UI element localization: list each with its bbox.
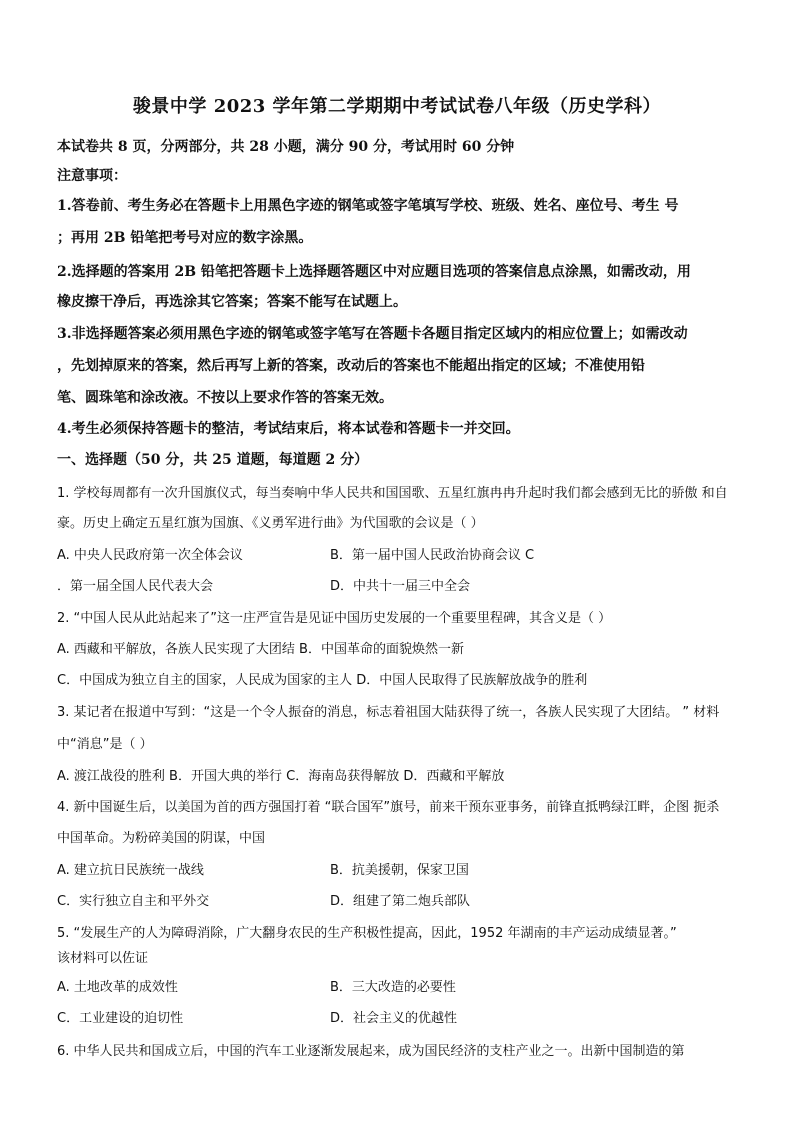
question-5-option-a: A. 土地改革的成效性 (57, 980, 178, 995)
question-4-stem: 4. 新中国诞生后，以美国为首的西方强国打着 “联合国军”旗号，前来干预东亚事务，前锋直抵鸭绿江畔，企图 扼杀 (57, 800, 720, 815)
exam-title: 骏景中学 2023 学年第二学期期中考试试卷八年级（历史学科） (132, 96, 662, 117)
section-heading: 一、选择题（50 分，共 25 道题，每道题 2 分） (57, 452, 369, 468)
question-3-options: A. 渡江战役的胜利 B．开国大典的举行 C．海南岛获得解放 D．西藏和平解放 (57, 769, 505, 784)
note-line: ，先划掉原来的答案，然后再写上新的答案，改动后的答案也不能超出指定的区域；不准使用铅 (57, 358, 645, 374)
note-line: 橡皮擦干净后，再选涂其它答案；答案不能写在试题上。 (57, 294, 407, 310)
question-1-option-b: B．第一届中国人民政治协商会议 C (330, 548, 535, 563)
note-line: 3.非选择题答案必须用黑色字迹的钢笔或签字笔写在答题卡各题目指定区域内的相应位置上；如需改动 (57, 326, 688, 342)
notes-heading: 注意事项： (57, 168, 127, 184)
question-5-stem: 该材料可以佐证 (57, 951, 149, 966)
question-1-option-c: ．第一届全国人民代表大会 (57, 579, 214, 594)
question-6-stem: 6. 中华人民共和国成立后，中国的汽车工业逐渐发展起来，成为国民经济的支柱产业之一。出新中国制造的第 (57, 1044, 685, 1059)
question-5-option-d: D．社会主义的优越性 (330, 1011, 458, 1026)
question-4-option-d: D．组建了第二炮兵部队 (330, 894, 471, 909)
question-2-stem: 2. “中国人民从此站起来了”这一庄严宣告是见证中国历史发展的一个重要里程碑，其含义是（ ） (57, 611, 612, 626)
question-2-options: C．中国成为独立自主的国家，人民成为国家的主人 D．中国人民取得了民族解放战争的胜利 (57, 673, 588, 688)
question-4-option-b: B．抗美援朝，保家卫国 (330, 863, 469, 878)
question-4-stem: 中国革命。为粉碎美国的阴谋，中国 (57, 831, 266, 846)
exam-intro: 本试卷共 8 页，分两部分，共 28 小题，满分 90 分，考试用时 60 分钟 (57, 139, 515, 155)
question-1-stem: 1. 学校每周都有一次升国旗仪式，每当奏响中华人民共和国国歌、五星红旗冉冉升起时我们都会感到无比的骄傲 和自 (57, 486, 728, 501)
question-1-option-d: D．中共十一届三中全会 (330, 579, 471, 594)
question-5-stem: 5. “发展生产的人为障碍消除，广大翻身农民的生产积极性提高，因此，1952 年湖南的丰产运动成绩显著。” (57, 926, 677, 941)
question-5-option-c: C．工业建设的迫切性 (57, 1011, 184, 1026)
note-line: 2.选择题的答案用 2B 铅笔把答题卡上选择题答题区中对应题目选项的答案信息点涂黑，如需改动，用 (57, 264, 691, 280)
question-3-stem: 中“消息”是（ ） (57, 737, 153, 752)
note-line: ；再用 2B 铅笔把考号对应的数字涂黑。 (57, 230, 313, 246)
question-3-stem: 3. 某记者在报道中写到：“这是一个令人振奋的消息，标志着祖国大陆获得了统一，各族人民实现了大团结。 ” 材料 (57, 705, 720, 720)
question-1-option-a: A. 中央人民政府第一次全体会议 (57, 548, 243, 563)
note-line: 4.考生必须保持答题卡的整洁，考试结束后，将本试卷和答题卡一并交回。 (57, 421, 520, 437)
note-line: 笔、圆珠笔和涂改液。不按以上要求作答的答案无效。 (57, 390, 393, 406)
question-5-option-b: B．三大改造的必要性 (330, 980, 456, 995)
note-line: 1.答卷前、考生务必在答题卡上用黑色字迹的钢笔或签字笔填写学校、班级、姓名、座位号、考生 号 (57, 198, 679, 214)
question-1-stem: 豪。历史上确定五星红旗为国旗、《义勇军进行曲》为代国歌的会议是（ ） (57, 516, 484, 531)
question-4-option-a: A. 建立抗日民族统一战线 (57, 863, 204, 878)
question-4-option-c: C．实行独立自主和平外交 (57, 894, 210, 909)
question-2-options: A. 西藏和平解放，各族人民实现了大团结 B．中国革命的面貌焕然一新 (57, 642, 464, 657)
